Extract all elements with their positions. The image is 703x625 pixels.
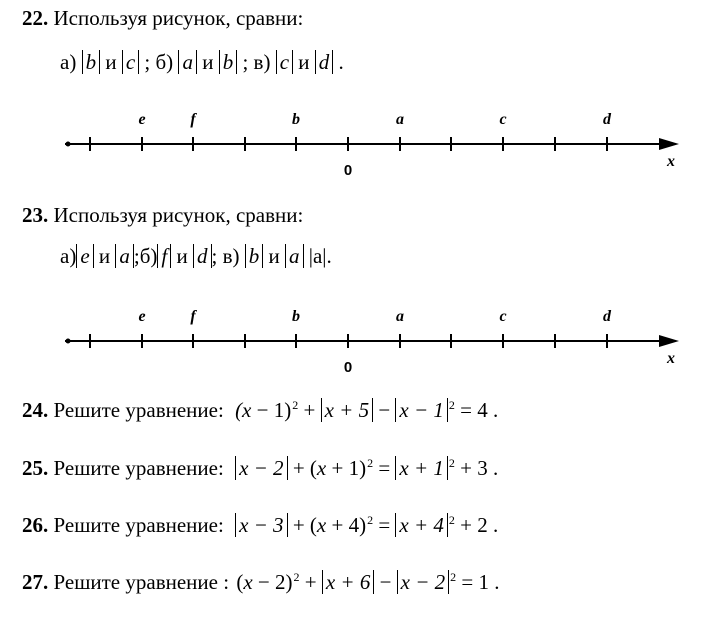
axis-name: x: [667, 350, 675, 367]
task-number: 23.: [22, 203, 49, 227]
conjunction: и: [298, 50, 310, 74]
axis-start-dot: [66, 339, 71, 344]
task-23-items: [60, 244, 332, 269]
item-prefix: б): [155, 50, 174, 74]
abs-value: c: [122, 50, 139, 74]
abs-value: a: [178, 50, 197, 74]
task-26: [22, 513, 498, 538]
number-line-content: [65, 308, 679, 376]
abs-value: c: [276, 50, 293, 74]
task-title: Решите уравнение:: [53, 398, 224, 422]
task-22-items: [60, 50, 344, 75]
point-label-f: f: [190, 308, 196, 325]
task-title: Решите уравнение :: [53, 570, 230, 594]
abs-value: b: [82, 50, 101, 74]
number-line-content: [65, 111, 679, 179]
separator: .: [338, 50, 344, 74]
task-number: 24.: [22, 398, 49, 422]
zero-label: 0: [343, 359, 353, 376]
equation: $(x - 2)^2 + x + 6 - x - 2$ $^2$ = 1 .: [236, 570, 500, 594]
task-title: Используя рисунок, сравни:: [53, 203, 304, 227]
task-title: Используя рисунок, сравни:: [53, 6, 304, 30]
abs-value: b: [245, 244, 264, 268]
axis-start-dot: [66, 142, 71, 147]
abs-value: d: [193, 244, 212, 268]
point-label-b: b: [292, 308, 300, 325]
point-label-b: b: [292, 111, 300, 128]
zero-label: 0: [343, 162, 353, 179]
axis-arrow: [659, 335, 679, 347]
abs-value: a: [115, 244, 134, 268]
task-23-heading: [22, 203, 303, 228]
task-22-heading: [22, 6, 303, 31]
item-prefix: а): [60, 244, 77, 268]
separator: ;: [144, 50, 151, 74]
item-prefix: а): [60, 50, 77, 74]
equation: $x - 3 + (x + 4)^2 = x + 4$ $^2$ + 2 .: [235, 513, 498, 537]
abs-value: b: [219, 50, 238, 74]
task-title: Решите уравнение:: [53, 513, 224, 537]
conjunction: и: [268, 244, 280, 268]
axis-name: x: [667, 153, 675, 170]
task-number: 27.: [22, 570, 49, 594]
conjunction: и: [202, 50, 214, 74]
separator: ;б): [133, 244, 158, 268]
task-25: [22, 456, 498, 481]
equation: $(x - 1)^2 + x + 5 - x - 1$ $^2$ = 4 .: [235, 398, 499, 422]
equation: $x - 2 + (x + 1)^2 = x + 1$ $^2$ + 3 .: [235, 456, 498, 480]
point-label-a: a: [396, 308, 404, 325]
item-prefix: в): [222, 244, 240, 268]
conjunction: и: [98, 244, 111, 268]
separator: ;: [211, 244, 218, 268]
abs-value: f: [157, 244, 171, 268]
point-label-c: c: [499, 308, 507, 325]
abs-value: a: [285, 244, 304, 268]
task-24: [22, 398, 498, 423]
number-line-1: [55, 100, 695, 180]
separator: ;: [242, 50, 249, 74]
number-line-2: [55, 297, 695, 377]
task-number: 25.: [22, 456, 49, 480]
point-label-d: d: [603, 111, 611, 128]
axis-arrow: [659, 138, 679, 150]
point-label-e: e: [138, 308, 146, 325]
tail-text: |a|.: [308, 244, 332, 268]
task-title: Решите уравнение:: [53, 456, 224, 480]
point-label-d: d: [603, 308, 611, 325]
task-27: [22, 570, 500, 595]
point-label-e: e: [138, 111, 146, 128]
abs-value: d: [315, 50, 334, 74]
point-label-f: f: [190, 111, 196, 128]
conjunction: и: [105, 50, 117, 74]
point-label-c: c: [499, 111, 507, 128]
item-prefix: в): [253, 50, 271, 74]
point-label-a: a: [396, 111, 404, 128]
conjunction: и: [176, 244, 188, 268]
abs-value: e: [76, 244, 93, 268]
task-number: 26.: [22, 513, 49, 537]
task-number: 22.: [22, 6, 49, 30]
